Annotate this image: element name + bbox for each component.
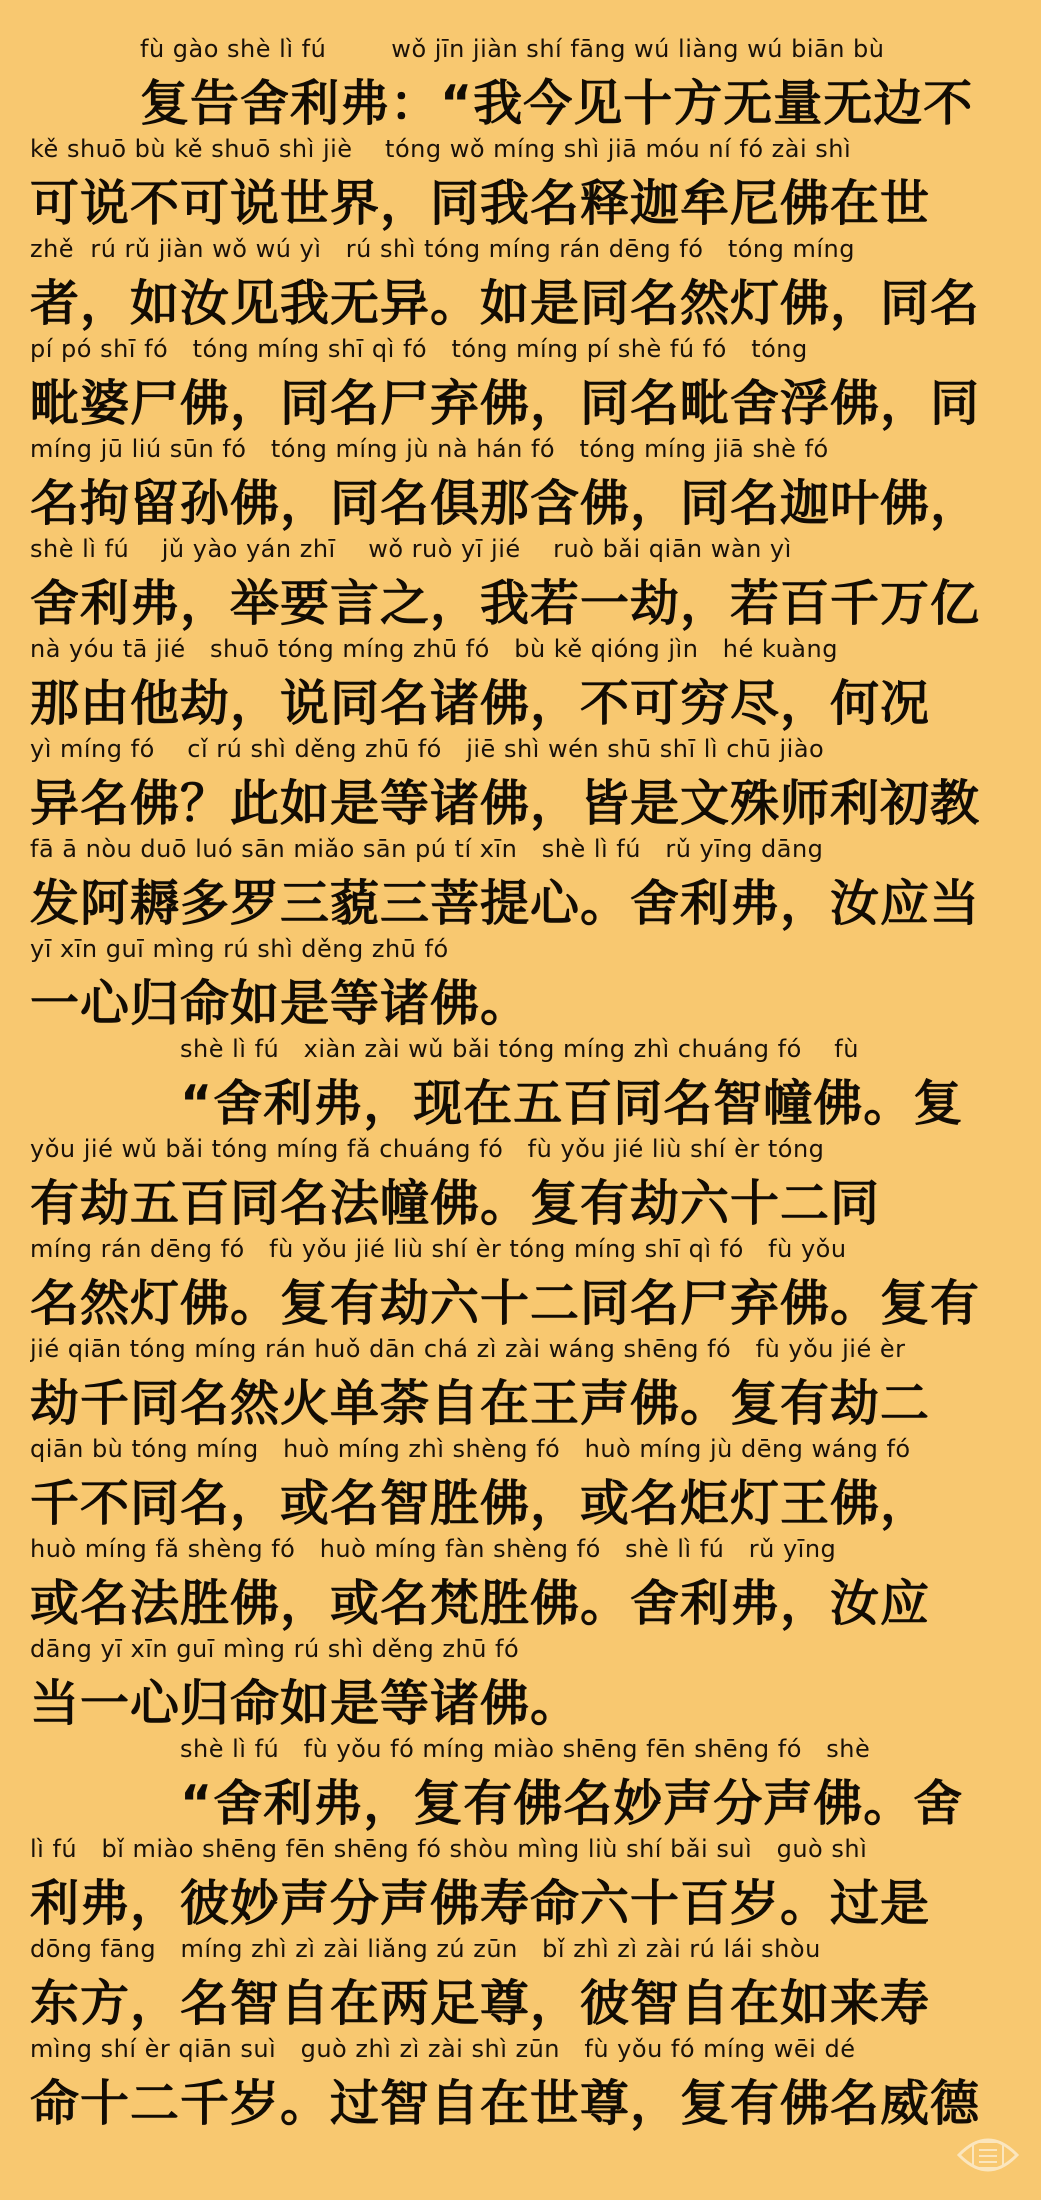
pinyin-row: míng rán dēng fó fù yǒu jié liù shí èr tóng míng shī qì fó fù yǒu — [30, 1235, 847, 1263]
chinese-row: 当一心归命如是等诸佛。 — [30, 1675, 581, 1732]
pinyin-row: qiān bù tóng míng huò míng zhì shèng fó huò míng jù dēng wáng fó — [30, 1435, 911, 1463]
pinyin-row: dāng yī xīn guī mìng rú shì děng zhū fó — [30, 1635, 520, 1663]
chinese-row: 名拘留孙佛，同名俱那含佛，同名迦叶佛， — [30, 475, 981, 532]
text-line — [30, 2035, 1015, 2135]
text-line — [30, 235, 1015, 335]
pinyin-row: mìng shí èr qiān suì guò zhì zì zài shì zūn fù yǒu fó míng wēi dé — [30, 2035, 856, 2063]
chinese-row: 利弗，彼妙声分声佛寿命六十百岁。过是 — [30, 1875, 931, 1932]
chinese-row: 一心归命如是等诸佛。 — [30, 975, 531, 1032]
text-line — [30, 1935, 1015, 2035]
pinyin-row: huò míng fǎ shèng fó huò míng fàn shèng fó shè lì fú rǔ yīng — [30, 1535, 837, 1563]
chinese-row: 复告舍利弗：“我今见十方无量无边不 — [140, 75, 974, 132]
pinyin-row: shè lì fú fù yǒu fó míng miào shēng fēn shēng fó shè — [180, 1735, 871, 1763]
pinyin-row: kě shuō bù kě shuō shì jiè tóng wǒ míng shì jiā móu ní fó zài shì — [30, 135, 852, 163]
text-line — [30, 335, 1015, 435]
watermark-seal — [949, 2120, 1027, 2190]
text-line — [30, 435, 1015, 535]
text-line — [30, 1835, 1015, 1935]
chinese-row: 发阿耨多罗三藐三菩提心。舍利弗，汝应当 — [30, 875, 981, 932]
text-line — [30, 735, 1015, 835]
chinese-row: 或名法胜佛，或名梵胜佛。舍利弗，汝应 — [30, 1575, 931, 1632]
pinyin-row: yī xīn guī mìng rú shì děng zhū fó — [30, 935, 449, 963]
pinyin-row: zhě rú rǔ jiàn wǒ wú yì rú shì tóng míng rán dēng fó tóng míng — [30, 235, 855, 263]
chinese-row: 那由他劫，说同名诸佛，不可穷尽，何况 — [30, 675, 931, 732]
pinyin-row: míng jū liú sūn fó tóng míng jù nà hán fó tóng míng jiā shè fó — [30, 435, 829, 463]
text-line — [30, 1435, 1015, 1535]
pinyin-row: dōng fāng míng zhì zì zài liǎng zú zūn bǐ zhì zì zài rú lái shòu — [30, 1935, 821, 1963]
chinese-row: 命十二千岁。过智自在世尊，复有佛名威德 — [30, 2075, 981, 2132]
chinese-row: 毗婆尸佛，同名尸弃佛，同名毗舍浮佛，同 — [30, 375, 981, 432]
pinyin-row: fù gào shè lì fú wǒ jīn jiàn shí fāng wú liàng wú biān bù — [140, 35, 885, 63]
chinese-row: 劫千同名然火单荼自在王声佛。复有劫二 — [30, 1375, 931, 1432]
chinese-row: 名然灯佛。复有劫六十二同名尸弃佛。复有 — [30, 1275, 981, 1332]
chinese-row: 舍利弗，举要言之，我若一劫，若百千万亿 — [30, 575, 981, 632]
text-line — [30, 1735, 1015, 1835]
chinese-row: 者，如汝见我无异。如是同名然灯佛，同名 — [30, 275, 981, 332]
text-line — [30, 835, 1015, 935]
text-line — [30, 1235, 1015, 1335]
pinyin-row: yǒu jié wǔ bǎi tóng míng fǎ chuáng fó fù yǒu jié liù shí èr tóng — [30, 1135, 825, 1163]
chinese-row: “舍利弗，现在五百同名智幢佛。复 — [180, 1075, 964, 1132]
pinyin-row: yì míng fó cǐ rú shì děng zhū fó jiē shì wén shū shī lì chū jiào — [30, 735, 825, 763]
text-line — [30, 535, 1015, 635]
chinese-row: 有劫五百同名法幢佛。复有劫六十二同 — [30, 1175, 881, 1232]
pinyin-row: shè lì fú xiàn zài wǔ bǎi tóng míng zhì chuáng fó fù — [180, 1035, 859, 1063]
text-line — [30, 135, 1015, 235]
text-line — [30, 1535, 1015, 1635]
pinyin-row: shè lì fú jǔ yào yán zhī wǒ ruò yī jié ruò bǎi qiān wàn yì — [30, 535, 792, 563]
pinyin-row: nà yóu tā jié shuō tóng míng zhū fó bù kě qióng jìn hé kuàng — [30, 635, 838, 663]
chinese-row: 异名佛？此如是等诸佛，皆是文殊师利初教 — [30, 775, 981, 832]
text-line — [30, 1635, 1015, 1735]
text-line — [30, 35, 1015, 135]
text-line — [30, 935, 1015, 1035]
text-line — [30, 1335, 1015, 1435]
text-line — [30, 1135, 1015, 1235]
chinese-row: “舍利弗，复有佛名妙声分声佛。舍 — [180, 1775, 964, 1832]
chinese-row: 可说不可说世界，同我名释迦牟尼佛在世 — [30, 175, 931, 232]
pinyin-row: jié qiān tóng míng rán huǒ dān chá zì zài wáng shēng fó fù yǒu jié èr — [30, 1335, 906, 1363]
chinese-row: 千不同名，或名智胜佛，或名炬灯王佛， — [30, 1475, 931, 1532]
pinyin-row: fā ā nòu duō luó sān miǎo sān pú tí xīn shè lì fú rǔ yīng dāng — [30, 835, 824, 863]
chinese-row: 东方，名智自在两足尊，彼智自在如来寿 — [30, 1975, 931, 2032]
pinyin-row: lì fú bǐ miào shēng fēn shēng fó shòu mìng liù shí bǎi suì guò shì — [30, 1835, 868, 1863]
text-line — [30, 635, 1015, 735]
text-line — [30, 1035, 1015, 1135]
pinyin-row: pí pó shī fó tóng míng shī qì fó tóng míng pí shè fú fó tóng — [30, 335, 808, 363]
